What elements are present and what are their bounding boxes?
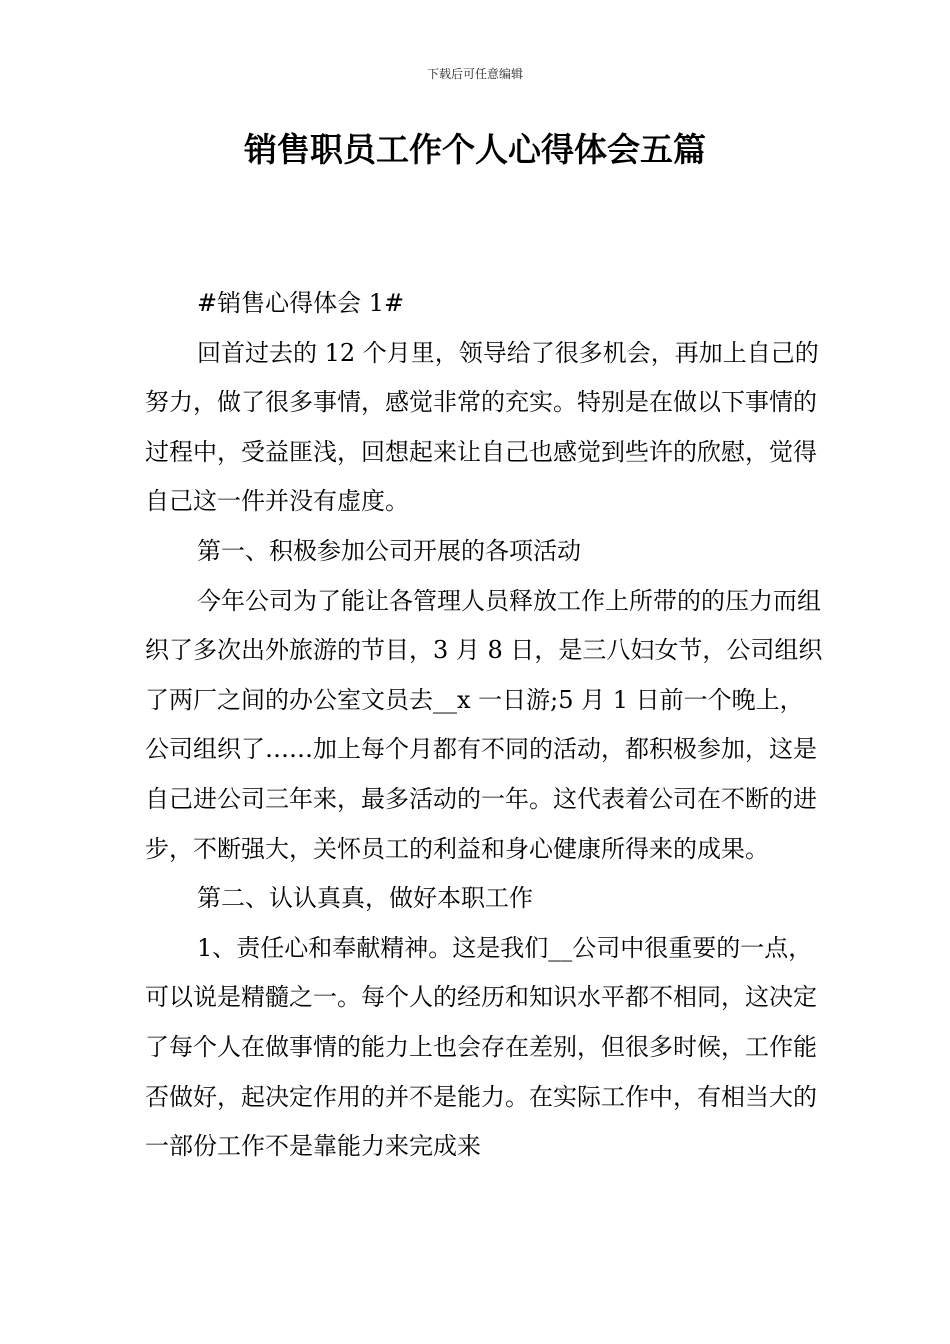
section-heading: #销售心得体会 1#: [197, 289, 405, 317]
paragraph: 1、责任心和奉献精神。这是我们__公司中很重要的一点，可以说是精髓之一。每个人的经历和知识水平都不相同，这决定了每个人在做事情的能力上也会存在差别，但很多时候，工作能否做好，起决定作用的并不是能力。在实际工作中，有相当大的一部份工作不是靠能力来完成来: [145, 933, 817, 1161]
paragraph-heading: 第二、认认真真，做好本职工作: [197, 884, 533, 913]
page-header-watermark: 下载后可任意编辑: [426, 67, 523, 81]
document-title: 销售职员工作个人心得体会五篇: [244, 130, 706, 169]
paragraph: 回首过去的 12 个月里，领导给了很多机会，再加上自己的努力，做了很多事情，感觉非常的充实。特别是在做以下事情的过程中，受益匪浅，回想起来让自己也感觉到些许的欣慰，觉得自己这一件并没有虚度。: [145, 338, 819, 516]
paragraph-heading: 第一、积极参加公司开展的各项活动: [197, 536, 581, 565]
paragraph: 今年公司为了能让各管理人员释放工作上所带的的压力而组织了多次出外旅游的节目，3 月 8 日，是三八妇女节，公司组织了两厂之间的办公室文员去__x 一日游;5 月 1 日前一个晚上，公司组织了……加上每个月都有不同的活动，都积极参加，这是自己进公司三年来，最多活动的一年。这代表着公司在不断的进步，不断强大，关怀员工的利益和身心健康所得来的成果。: [145, 586, 823, 863]
document-body: [145, 279, 825, 1172]
